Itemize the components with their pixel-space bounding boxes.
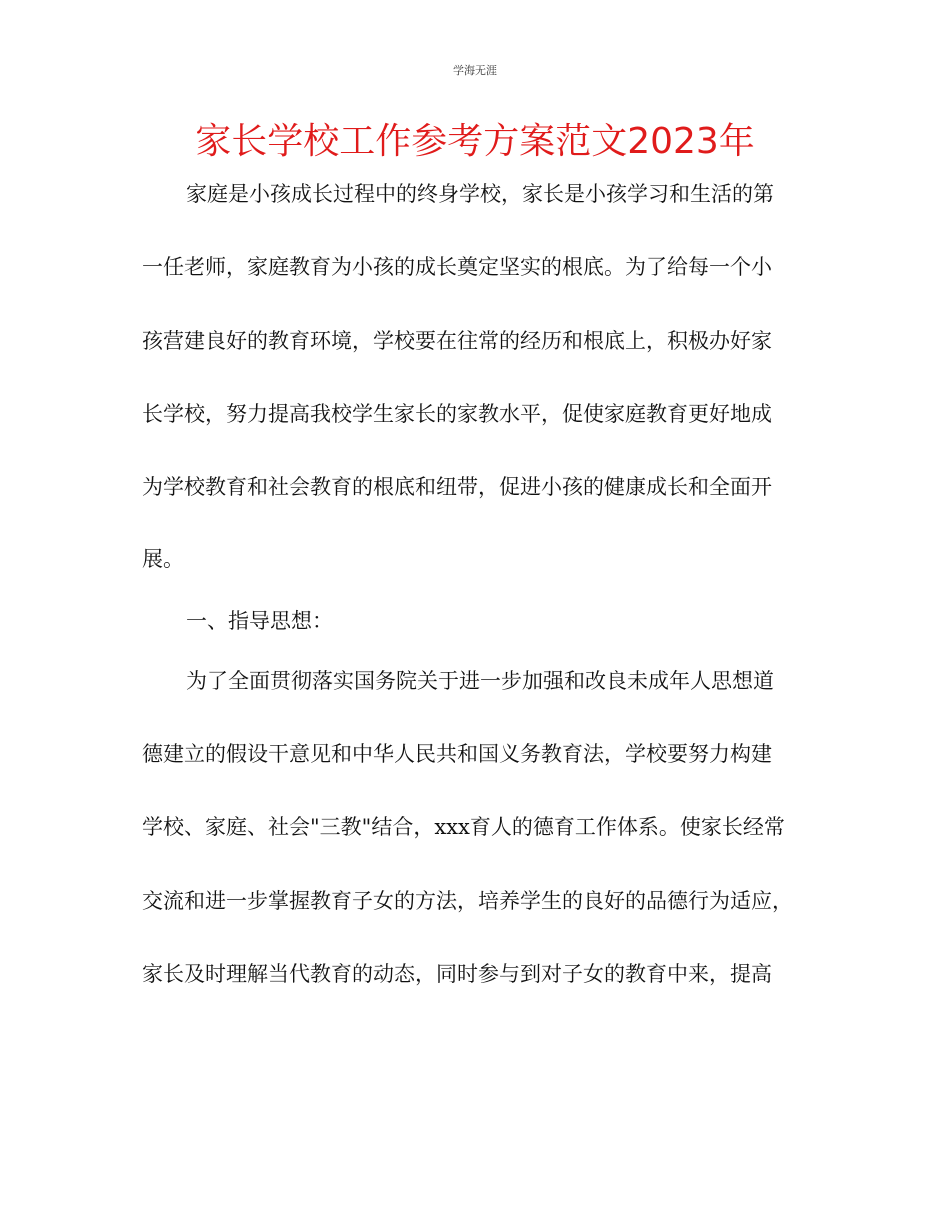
- body-line: 学校、家庭、社会"三教"结合，xxx育人的德育工作体系。使家长经常: [142, 815, 785, 839]
- body-line: 一任老师，家庭教育为小孩的成长奠定坚实的根底。为了给每一个小: [142, 255, 772, 279]
- body-line: 家长及时理解当代教育的动态，同时参与到对子女的教育中来，提高: [142, 962, 772, 986]
- body-line: 交流和进一步掌握教育子女的方法，培养学生的良好的品德行为适应，: [142, 889, 793, 913]
- body-line: 展。: [142, 547, 184, 571]
- body-line: 家庭是小孩成长过程中的终身学校，家长是小孩学习和生活的第: [186, 182, 774, 206]
- document-title: 家长学校工作参考方案范文2023年: [195, 121, 755, 162]
- body-line: 孩营建良好的教育环境，学校要在往常的经历和根底上，积极办好家: [142, 329, 772, 353]
- body-line: 为了全面贯彻落实国务院关于进一步加强和改良未成年人思想道: [186, 669, 774, 693]
- body-line: 为学校教育和社会教育的根底和纽带，促进小孩的健康成长和全面开: [142, 475, 772, 499]
- page-header: 学海无涯: [453, 64, 497, 77]
- body-line: 德建立的假设干意见和中华人民共和国义务教育法，学校要努力构建: [142, 742, 772, 766]
- section-heading: 一、指导思想：: [186, 609, 333, 633]
- body-line: 长学校，努力提高我校学生家长的家教水平，促使家庭教育更好地成: [142, 402, 772, 426]
